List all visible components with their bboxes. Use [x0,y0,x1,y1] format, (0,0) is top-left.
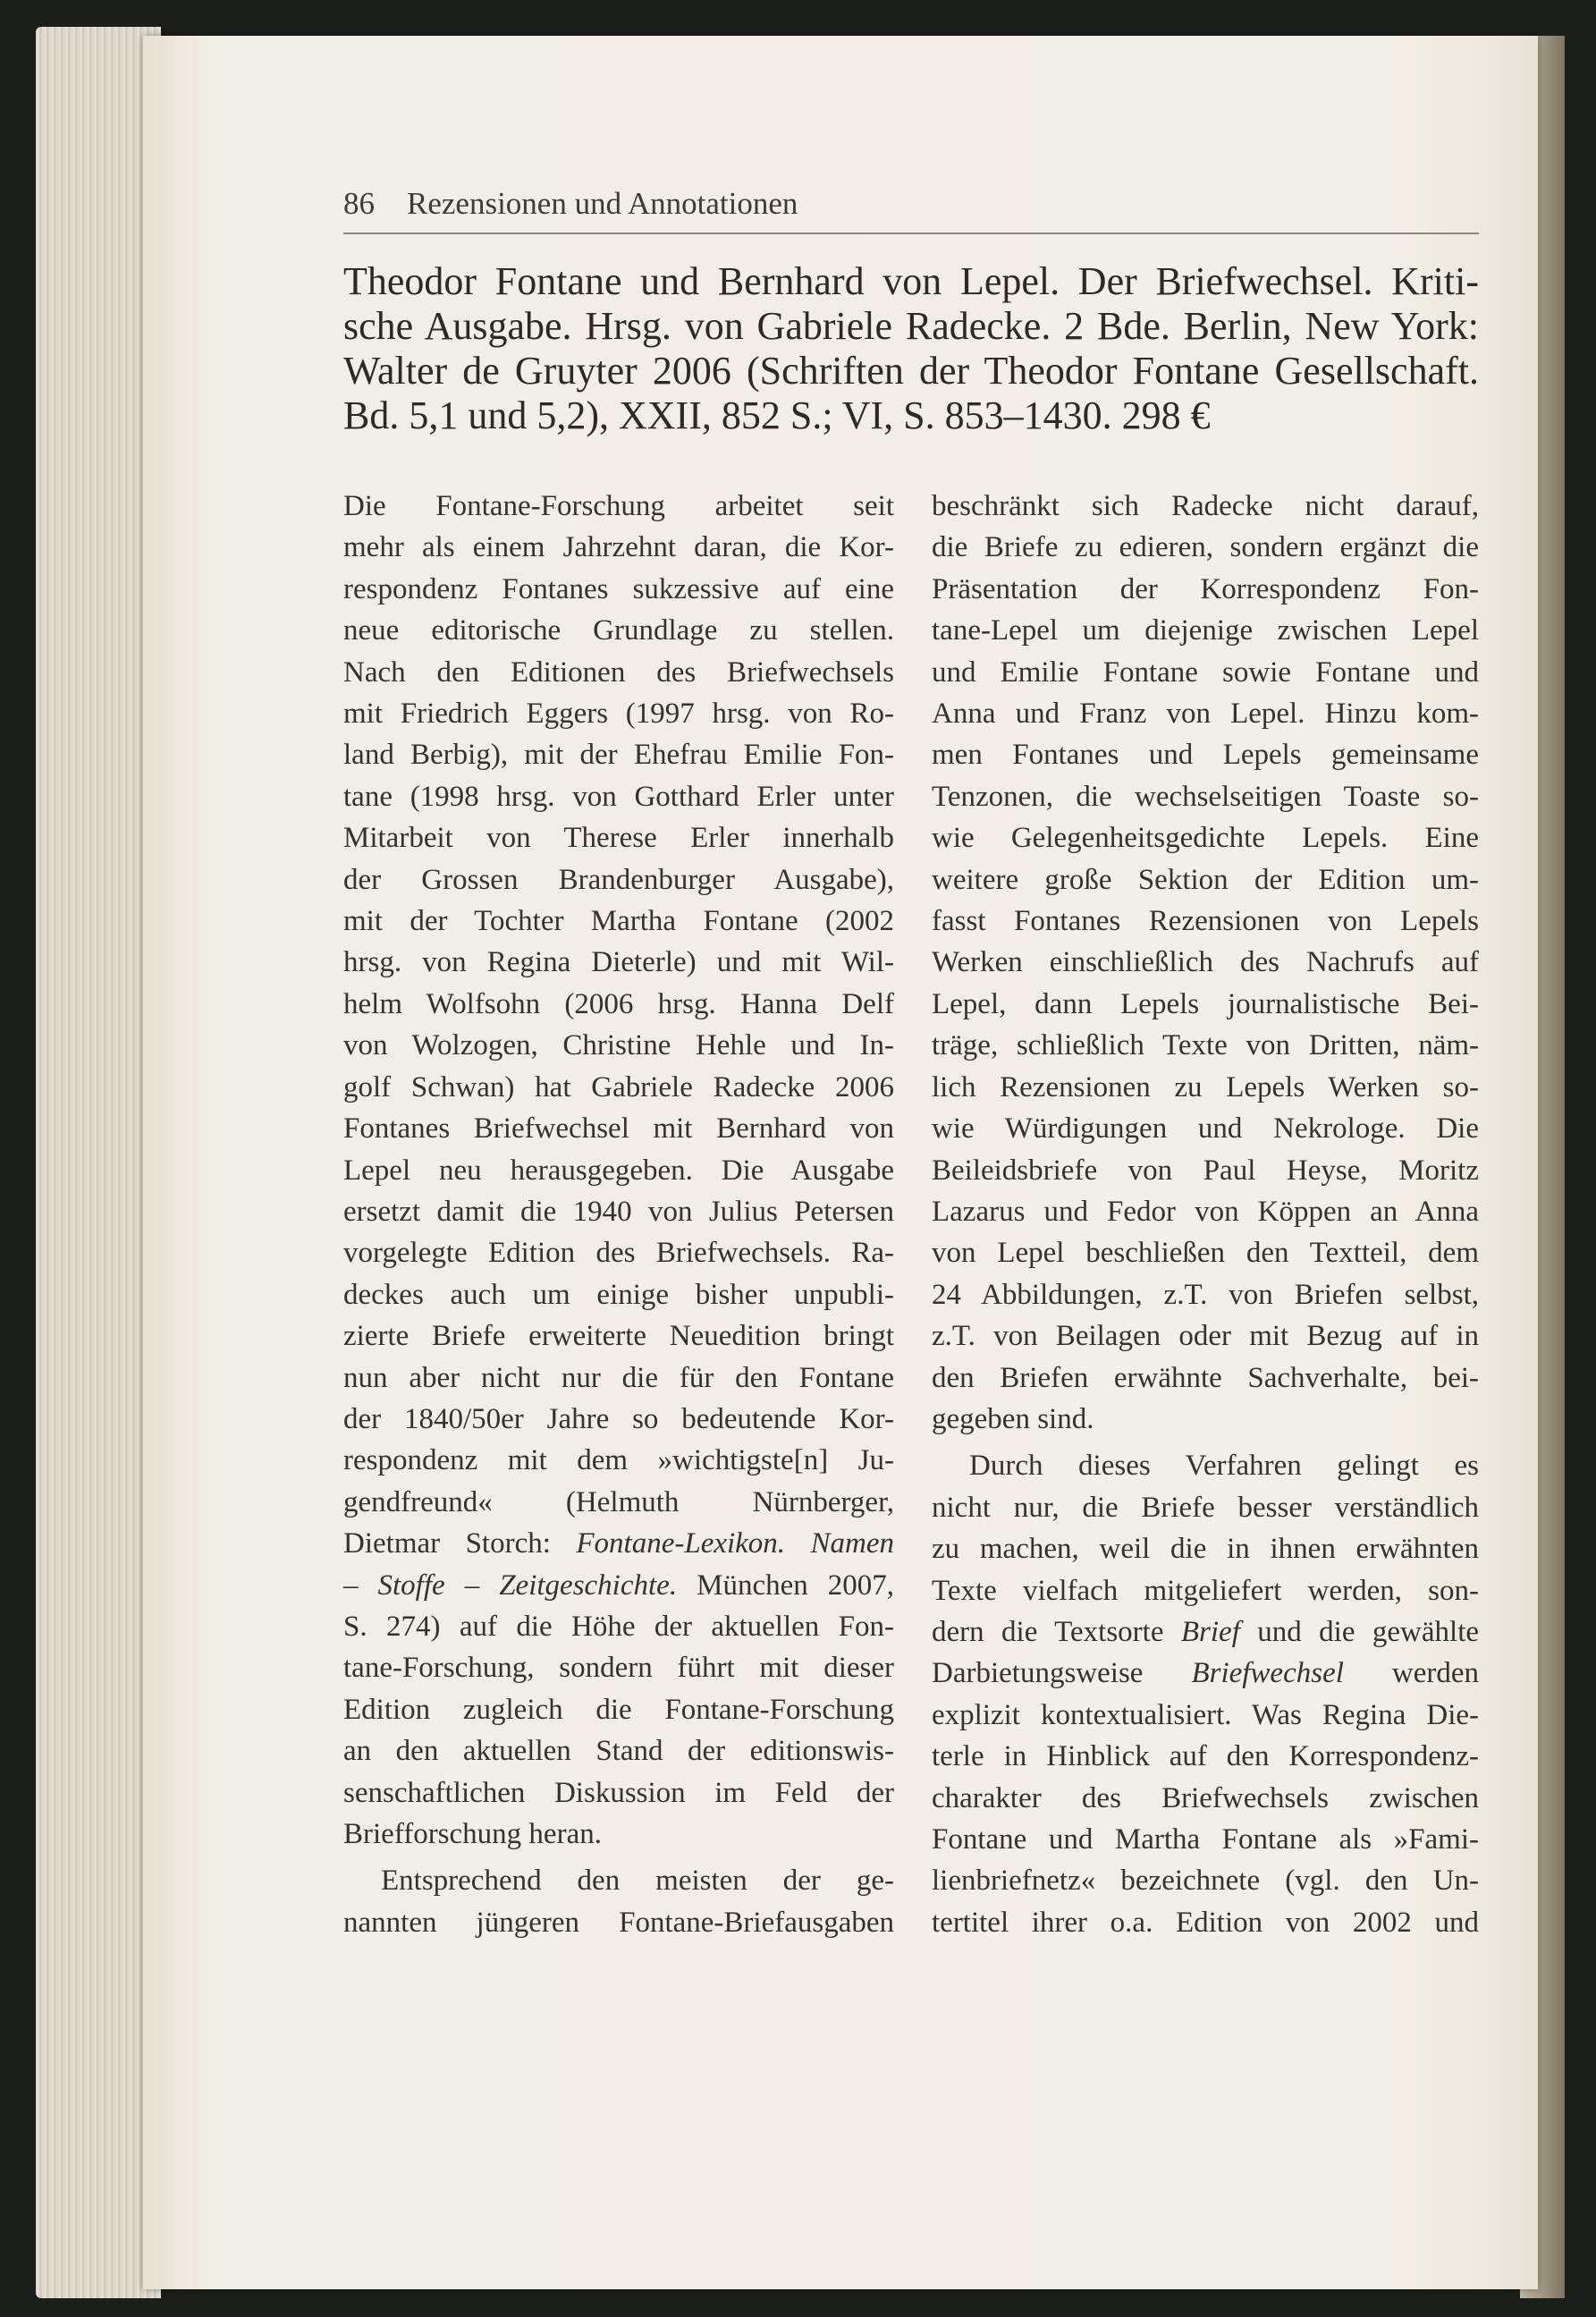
text-line: tane-Lepel um diejenige zwischen Lepel [932,614,1479,647]
text-line: lich Rezensionen zu Lepels Werken so- [932,1070,1479,1104]
text-line: wie Gelegenheitsgedichte Lepels. Eine [932,822,1479,855]
text-line: Entsprechend den meisten der ge- [381,1865,894,1898]
text-line: lienbriefnetz« bezeichnete (vgl. den Un- [932,1865,1479,1898]
text-line: Lepel, dann Lepels journalistische Bei- [932,987,1479,1020]
text-line: gegeben sind. [932,1402,1094,1435]
text-line: wie Würdigungen und Nekrologe. Die [932,1112,1479,1146]
italic-term: Brief [1180,1615,1240,1648]
text-line: tane (1998 hrsg. von Gotthard Erler unter [343,780,894,813]
text-line [932,1653,1479,1694]
page-number: 86 [343,186,375,221]
text-line: 24 Abbildungen, z.T. von Briefen selbst, [932,1278,1479,1311]
text-line: tane-Forschung, sondern führt mit dieser [343,1652,894,1685]
text-line: Durch dieses Verfahren gelingt es [969,1450,1479,1483]
title-line: Walter de Gruyter 2006 (Schriften der Theodor Fontane Gesellschaft. [343,349,1479,393]
text-line: Tenzonen, die wechselseitigen Toaste so- [932,780,1479,813]
text-line: zierte Briefe erweiterte Neuedition bringt [343,1320,894,1353]
text-line: golf Schwan) hat Gabriele Radecke 2006 [343,1070,894,1104]
text-line: respondenz Fontanes sukzessive auf eine [343,572,894,605]
running-head [343,186,1479,222]
text-line: beschränkt sich Radecke nicht darauf, [932,490,1479,522]
text-line: Fontane und Martha Fontane als »Fami- [932,1823,1479,1856]
text-line: Mitarbeit von Therese Erler innerhalb [343,822,894,855]
text-line [932,1611,1479,1653]
text-line: tertitel ihrer o.a. Edition von 2002 und [932,1906,1479,1939]
text-line: deckes auch um einige bisher unpubli- [343,1278,894,1311]
text-line: fasst Fontanes Rezensionen von Lepels [932,905,1479,938]
text-line: ersetzt damit die 1940 von Julius Petersen [343,1195,894,1228]
text-line: nun aber nicht nur die für den Fontane [343,1361,894,1394]
text-line: Anna und Franz von Lepel. Hinzu kom- [932,698,1479,731]
text-line: die Briefe zu edieren, sondern ergänzt die [932,531,1479,564]
text-line: nicht nur, die Briefe besser verständlich [932,1491,1479,1524]
italic-book-title: Fontane-Lexikon. Namen [576,1527,894,1560]
text-line: nannten jüngeren Fontane-Briefausgaben [343,1906,894,1939]
text-line: mit Friedrich Eggers (1997 hrsg. von Ro- [343,698,894,731]
text-line: der 1840/50er Jahre so bedeutende Kor- [343,1402,894,1435]
text-line: terle in Hinblick auf den Korrespondenz- [932,1740,1479,1773]
text-line: zu machen, weil die in ihnen erwähnten [932,1533,1479,1566]
text-line: S. 274) auf die Höhe der aktuellen Fon- [343,1610,894,1643]
text-segment: Darbietungsweise [932,1657,1144,1690]
text-line: senschaftlichen Diskussion im Feld der [343,1776,894,1809]
text-line: Die Fontane-Forschung arbeitet seit [343,490,894,522]
text-line: Fontanes Briefwechsel mit Bernhard von [343,1112,894,1146]
text-line: Lazarus und Fedor von Köppen an Anna [932,1195,1479,1228]
text-line: Beileidsbriefe von Paul Heyse, Moritz [932,1154,1479,1187]
review-title [343,259,1479,438]
title-line: Bd. 5,1 und 5,2), XXII, 852 S.; VI, S. 853–1430. 298 € [343,393,1211,437]
text-line: men Fontanes und Lepels gemeinsame [932,739,1479,772]
text-line: helm Wolfsohn (2006 hrsg. Hanna Delf [343,987,894,1020]
header-rule [343,233,1479,234]
right-column [932,486,1479,1943]
text-line: träge, schließlich Texte von Dritten, näm- [932,1029,1479,1062]
title-line: sche Ausgabe. Hrsg. von Gabriele Radecke. 2 Bde. Berlin, New York: [343,304,1479,348]
text-segment: Dietmar Storch: [343,1527,551,1560]
text-line: und Emilie Fontane sowie Fontane und [932,655,1479,689]
text-segment: und die gewählte [1257,1615,1480,1648]
text-line: Werken einschließlich des Nachrufs auf [932,946,1479,979]
text-segment: werden [1391,1657,1480,1690]
text-line [343,1565,894,1606]
text-segment: dern die Textsorte [932,1615,1164,1648]
title-line: Theodor Fontane und Bernhard von Lepel. Der Briefwechsel. Kriti- [343,259,1479,303]
text-line: weitere große Sektion der Edition um- [932,863,1479,896]
text-line: Nach den Editionen des Briefwechsels [343,655,894,689]
text-line: explizit kontextualisiert. Was Regina Die- [932,1698,1479,1731]
text-line: vorgelegte Edition des Briefwechsels. Ra- [343,1237,894,1270]
left-column [343,486,894,1943]
text-line: der Grossen Brandenburger Ausgabe), [343,863,894,896]
text-line [343,1523,894,1564]
text-line: z.T. von Beilagen oder mit Bezug auf in [932,1320,1479,1353]
text-line: hrsg. von Regina Dieterle) und mit Wil- [343,946,894,979]
text-line: neue editorische Grundlage zu stellen. [343,614,894,647]
text-segment: München 2007, [697,1569,895,1602]
section-title: Rezensionen und Annotationen [407,186,798,221]
text-line: mit der Tochter Martha Fontane (2002 [343,905,894,938]
book-page-edges [36,27,161,2298]
text-line: land Berbig), mit der Ehefrau Emilie Fon- [343,739,894,772]
text-line: Präsentation der Korrespondenz Fon- [932,572,1479,605]
text-line: Edition zugleich die Fontane-Forschung [343,1693,894,1726]
text-line: mehr als einem Jahrzehnt daran, die Kor- [343,531,894,564]
italic-term: Briefwechsel [1191,1657,1344,1690]
text-line: Lepel neu herausgegeben. Die Ausgabe [343,1154,894,1187]
text-line: Texte vielfach mitgeliefert werden, son- [932,1574,1479,1607]
text-line: von Wolzogen, Christine Hehle und In- [343,1029,894,1062]
text-line: respondenz mit dem »wichtigste[n] Ju- [343,1444,894,1477]
text-line: Briefforschung heran. [343,1818,602,1850]
text-line: den Briefen erwähnte Sachverhalte, bei- [932,1361,1479,1394]
text-line: charakter des Briefwechsels zwischen [932,1781,1479,1814]
italic-book-title: – Stoffe – Zeitgeschichte. [343,1569,678,1602]
text-line: von Lepel beschließen den Textteil, dem [932,1237,1479,1270]
text-line: gendfreund« (Helmuth Nürnberger, [343,1485,894,1518]
text-line: an den aktuellen Stand der editionswis- [343,1735,894,1768]
